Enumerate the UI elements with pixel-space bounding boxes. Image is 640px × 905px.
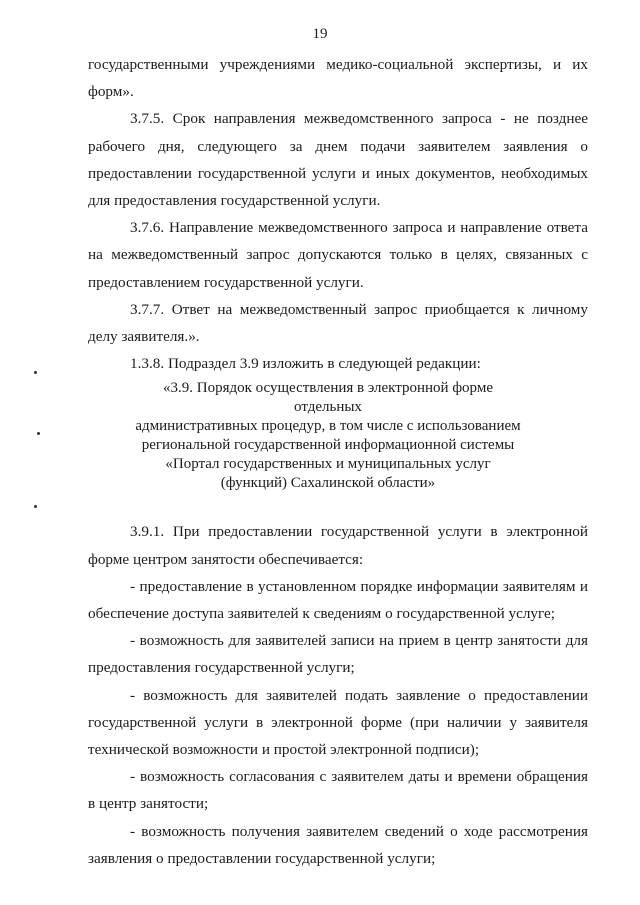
paragraph-1-3-8: 1.3.8. Подраздел 3.9 изложить в следующей редакции: bbox=[130, 355, 481, 373]
heading-line: «Портал государственных и муниципальных услуг bbox=[165, 456, 491, 473]
heading-line: административных процедур, в том числе с использованием bbox=[135, 418, 521, 435]
section-heading-3-9 bbox=[88, 379, 523, 493]
paragraph-3-7-7: 3.7.7. Ответ на межведомственный запрос приобщается к личному делу заявителя.». bbox=[88, 300, 588, 346]
list-item: - возможность для заявителей подать заявление о предоставлении государственной услуги в электронной форме (при наличии у заявителя технической возможности и простой электронной подписи); bbox=[88, 686, 588, 759]
list-item: - предоставление в установленном порядке информации заявителям и обеспечение доступа заявителей к сведениям о государственной услуге; bbox=[88, 577, 588, 623]
paragraph-3-7-5: 3.7.5. Срок направления межведомственного запроса - не позднее рабочего дня, следующего за днем подачи заявителем заявления о предоставлении государственной услуги и иных документов, необходимых для предоставления государственной услуги. bbox=[88, 110, 588, 210]
margin-dot bbox=[34, 505, 37, 508]
heading-line: (функций) Сахалинской области» bbox=[220, 475, 436, 492]
list-item: - возможность согласования с заявителем даты и времени обращения в центр занятости; bbox=[88, 768, 588, 813]
list-item: - возможность для заявителей записи на прием в центр занятости для предоставления государственной услуги; bbox=[88, 632, 588, 677]
document-body bbox=[88, 51, 588, 872]
paragraph-3-9-1: 3.9.1. При предоставлении государственной услуги в электронной форме центром занятости обеспечивается: bbox=[88, 523, 588, 568]
paragraph-continuation: государственными учреждениями медико-социальной экспертизы, и их форм». bbox=[88, 56, 588, 101]
heading-line: «3.9. Порядок осуществления в электронной форме отдельных bbox=[163, 380, 493, 416]
list-item: - возможность получения заявителем сведений о ходе рассмотрения заявления о предоставлении государственной услуги; bbox=[88, 822, 588, 867]
page-number: 19 bbox=[312, 26, 328, 42]
margin-dot bbox=[34, 371, 37, 374]
paragraph-3-7-6: 3.7.6. Направление межведомственного запроса и направление ответа на межведомственный запрос допускаются только в целях, связанных с предоставлением государственной услуги. bbox=[88, 219, 588, 291]
heading-line: региональной государственной информационной системы bbox=[141, 437, 515, 454]
spacer bbox=[88, 493, 588, 518]
margin-dot bbox=[37, 432, 40, 435]
